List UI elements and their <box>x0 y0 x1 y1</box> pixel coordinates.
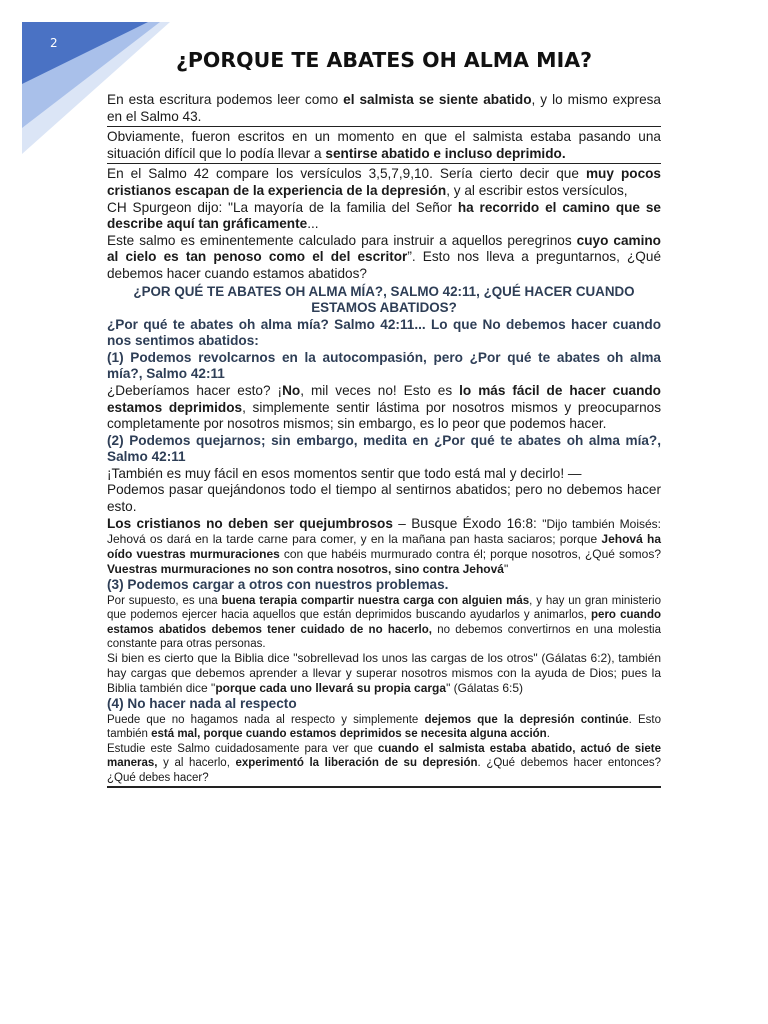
text-run: Puede que no hagamos nada al respecto y simplemente <box>107 714 425 727</box>
text-run: (4) No hacer nada al respecto <box>107 696 297 712</box>
text-run: , y lo mismo expresa en el Salmo 43. <box>107 92 661 124</box>
text-run: , simplemente sentir lástima por nosotros mismos y preocuparnos completamente por nosotros mismos; sin embargo, es lo peor que podemos hacer. <box>107 399 662 432</box>
text-run: y al hacerlo, <box>157 757 236 770</box>
bold-text: está mal, porque cuando estamos deprimidos se necesita alguna acción <box>151 728 547 741</box>
bold-text: buena terapia compartir nuestra carga con alguien más <box>221 594 530 607</box>
bold-text: No <box>282 382 301 398</box>
text-run: ”. Esto nos lleva a preguntarnos, ¿Qué debemos hacer cuando estamos abatidos? <box>107 249 661 281</box>
paragraph <box>107 233 661 283</box>
bold-text: porque cada uno llevará su propia carga <box>215 681 447 696</box>
bold-text: pero cuando estamos abatidos debemos tener cuidado de no hacerlo, <box>107 609 662 636</box>
paragraph <box>107 200 661 233</box>
paragraph <box>107 651 661 696</box>
point-heading <box>107 577 661 594</box>
text-run: (2) Podemos quejarnos; sin embargo, medita en ¿Por qué te abates oh alma mía?, Salmo 42:11 <box>107 432 661 465</box>
page-number: 2 <box>50 36 58 50</box>
bold-text: cuando el salmista estaba abatido, actuó de siete maneras, <box>107 742 661 770</box>
document-section <box>107 166 661 788</box>
bold-text: dejemos que la depresión continúe <box>424 714 629 727</box>
bold-text: Los cristianos no deben ser quejumbrosos <box>107 515 393 531</box>
document-body <box>107 92 661 790</box>
point-heading <box>107 350 661 383</box>
text-run: Este salmo es eminentemente calculado para instruir a aquellos peregrinos <box>107 232 577 248</box>
document-section <box>107 129 661 164</box>
text-run: con que habéis murmurado contra él; porque nosotros, ¿Qué somos? <box>279 547 662 562</box>
paragraph <box>107 482 661 515</box>
paragraph <box>107 516 661 578</box>
text-run: Obviamente, fueron escritos en un momento en que el salmista estaba pasando una situación difícil que lo podía llevar a <box>107 129 661 161</box>
paragraph <box>107 594 661 652</box>
text-run: no debemos convertirnos en una molestia constante para otras personas. <box>107 623 661 651</box>
bold-text: lo más fácil de hacer cuando estamos deprimidos <box>107 382 661 415</box>
paragraph <box>107 129 661 162</box>
text-run: (1) Podemos revolcarnos en la autocompasión, pero ¿Por qué te abates oh alma mía?, Salmo 42:11 <box>107 349 661 382</box>
page-title: ¿PORQUE TE ABATES OH ALMA MIA? <box>176 48 592 72</box>
bold-text: Vuestras murmuraciones no son contra nosotros, sino contra Jehová <box>107 562 504 577</box>
text-run: – Busque Éxodo 16:8: <box>392 515 543 531</box>
bold-text: cuyo camino al cielo es tan penoso como el del escritor <box>107 232 661 265</box>
paragraph <box>107 92 661 125</box>
point-heading <box>107 317 661 350</box>
text-run: ¿Deberíamos hacer esto? ¡ <box>107 382 283 398</box>
bold-text: el salmista se siente abatido <box>343 92 532 107</box>
text-run: Por supuesto, es una <box>107 594 222 607</box>
text-run: Estudie este Salmo cuidadosamente para ver que <box>107 742 378 755</box>
paragraph <box>107 713 661 742</box>
paragraph <box>107 166 661 199</box>
text-run: ¿POR QUÉ TE ABATES OH ALMA MÍA?, SALMO 42:11, ¿QUÉ HACER CUANDO ESTAMOS ABATIDOS? <box>133 283 635 316</box>
bold-text: Jehová ha oído vuestras murmuraciones <box>107 532 661 562</box>
text-run: ¿Por qué te abates oh alma mía? Salmo 42:11... Lo que No debemos hacer cuando nos sentimos abatidos: <box>107 316 661 349</box>
section-heading <box>107 284 661 317</box>
paragraph <box>107 742 661 785</box>
text-run: En el Salmo 42 compare los versículos 3,5,7,9,10. Sería cierto decir que <box>107 166 586 182</box>
text-run: ... <box>307 216 319 232</box>
paragraph <box>107 466 661 483</box>
text-run: . <box>546 728 550 741</box>
text-run: . Esto también <box>107 714 661 741</box>
text-run: En esta escritura podemos leer como <box>107 92 344 107</box>
text-run: . ¿Qué debemos hacer entonces? ¿Qué debes hacer? <box>107 757 661 784</box>
bold-text: sentirse abatido e incluso deprimido. <box>325 145 566 161</box>
text-run: " (Gálatas 6:5) <box>446 681 524 696</box>
text-run: " <box>503 562 509 577</box>
paragraph <box>107 383 661 433</box>
point-heading <box>107 433 661 466</box>
text-run: ¡También es muy fácil en esos momentos sentir que todo está mal y decirlo! — <box>107 465 582 481</box>
text-run: , y al escribir estos versículos, <box>446 182 628 198</box>
text-run: Podemos pasar quejándonos todo el tiempo al sentirnos abatidos; pero no debemos hacer esto. <box>107 482 661 515</box>
bold-text: muy pocos cristianos escapan de la experiencia de la depresión <box>107 166 661 198</box>
point-heading <box>107 696 661 713</box>
text-run: "Dijo también Moisés: Jehová os dará en la tarde carne para comer, y en la mañana pan hasta saciaros; porque <box>107 516 661 547</box>
text-run: , mil veces no! Esto es <box>300 382 460 398</box>
text-run: Si bien es cierto que la Biblia dice "sobrellevad los unos las cargas de los otros" (Gálatas 6:2), también hay cargas que debemos aprender a llevar y superar nosotros mismos con la ayuda de Dios; pues la Biblia también dice " <box>107 651 661 696</box>
bold-text: ha recorrido el camino que se describe aquí tan gráficamente <box>107 199 661 232</box>
document-section <box>107 92 661 127</box>
text-run: CH Spurgeon dijo: "La mayoría de la familia del Señor <box>107 199 458 215</box>
bold-text: experimentó la liberación de su depresión <box>235 757 478 770</box>
text-run: (3) Podemos cargar a otros con nuestros problemas. <box>107 577 449 593</box>
text-run: , y hay un gran ministerio que podemos ejercer hacia aquellos que están deprimidos buscando ayudarlos y animarlos, <box>107 594 661 622</box>
